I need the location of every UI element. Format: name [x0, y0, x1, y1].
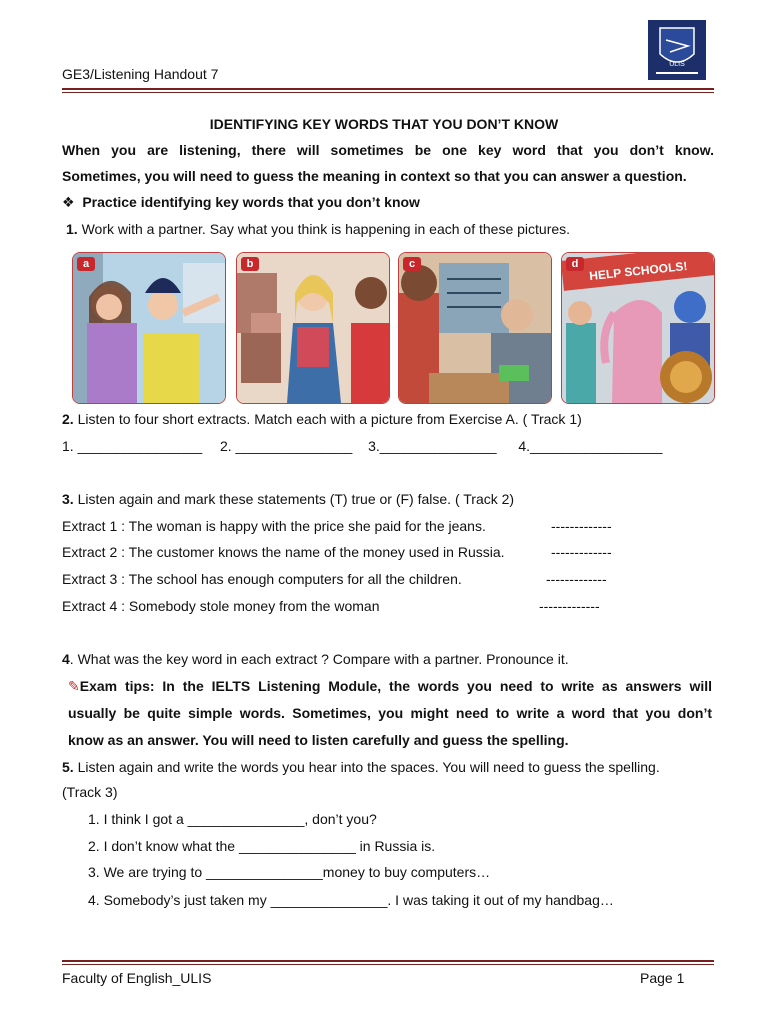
- sentence-4[interactable]: 4. Somebody’s just taken my _______________. I was taking it out of my handbag…: [88, 892, 614, 908]
- question-4-text: . What was the key word in each extract ? Compare with a partner. Pronounce it.: [69, 651, 569, 667]
- question-4: [62, 651, 722, 667]
- answer-blank-3[interactable]: 3._______________: [368, 438, 497, 454]
- intro-line-2: Sometimes, you will need to guess the meaning in context so that you can answer a question.: [62, 168, 687, 184]
- answer-blank-4[interactable]: 4._________________: [518, 438, 663, 454]
- practice-heading: [62, 194, 420, 211]
- extract-1: Extract 1 : The woman is happy with the price she paid for the jeans.: [62, 518, 486, 534]
- question-3: [62, 491, 722, 507]
- footer-rule: [62, 960, 714, 962]
- answer-blank-1[interactable]: 1. ________________: [62, 438, 203, 454]
- question-5-text: Listen again and write the words you hear into the spaces. You will need to guess the spelling.: [77, 759, 660, 775]
- header-rule: [62, 88, 714, 90]
- question-1-number: 1.: [66, 221, 78, 237]
- university-logo: [648, 20, 706, 80]
- question-3-text: Listen again and mark these statements (T) true or (F) false. ( Track 2): [77, 491, 515, 507]
- picture-d: [561, 252, 715, 404]
- picture-d-sign: HELP SCHOOLS!: [588, 258, 689, 284]
- sentence-3[interactable]: 3. We are trying to _______________money to buy computers…: [88, 864, 491, 880]
- extract-2: Extract 2 : The customer knows the name of the money used in Russia.: [62, 544, 505, 560]
- question-2-number: 2.: [62, 411, 74, 427]
- question-2-blanks: [62, 438, 722, 454]
- exam-tips-text-1: Exam tips: In the IELTS Listening Module, the words you need to write as answers will: [79, 678, 712, 694]
- picture-c-label: c: [403, 257, 421, 271]
- question-5-number: 5.: [62, 759, 74, 775]
- exam-tips-line-1: [68, 678, 712, 695]
- exam-tips-line-3: know as an answer. You will need to listen carefully and guess the spelling.: [68, 732, 569, 748]
- question-3-number: 3.: [62, 491, 74, 507]
- logo-text: ULIS: [669, 61, 685, 68]
- sentence-2[interactable]: 2. I don’t know what the _______________ in Russia is.: [88, 838, 436, 854]
- extract-4-answer[interactable]: -------------: [539, 598, 600, 614]
- extract-2-answer[interactable]: -------------: [551, 544, 612, 560]
- intro-line-1: When you are listening, there will sometimes be one key word that you don’t know.: [62, 142, 714, 158]
- question-1-text: Work with a partner. Say what you think is happening in each of these pictures.: [81, 221, 571, 237]
- picture-b-label: b: [241, 257, 259, 271]
- question-5: [62, 759, 722, 775]
- document-header-title: GE3/Listening Handout 7: [62, 66, 219, 82]
- page-title: IDENTIFYING KEY WORDS THAT YOU DON’T KNOW: [209, 116, 559, 132]
- header-rule-thin: [62, 92, 714, 93]
- picture-d-label: d: [566, 257, 584, 271]
- footer-rule-thin: [62, 964, 714, 965]
- question-4-number: 4: [62, 651, 70, 667]
- extract-3: Extract 3 : The school has enough computers for all the children.: [62, 571, 462, 587]
- picture-a-label: a: [77, 257, 95, 271]
- practice-text: Practice identifying key words that you don’t know: [82, 194, 420, 210]
- extract-4: Extract 4 : Somebody stole money from the woman: [62, 598, 380, 614]
- extract-1-answer[interactable]: -------------: [551, 518, 612, 534]
- diamond-bullet-icon: ❖: [62, 194, 75, 210]
- question-2-text: Listen to four short extracts. Match each with a picture from Exercise A. ( Track 1): [77, 411, 582, 427]
- answer-blank-2[interactable]: 2. _______________: [219, 438, 353, 454]
- picture-b: [236, 252, 390, 404]
- question-5-track: (Track 3): [62, 784, 118, 800]
- sentence-1[interactable]: 1. I think I got a _______________, don’t you?: [88, 811, 377, 827]
- question-1: [66, 221, 726, 237]
- tips-icon: ✎: [68, 678, 80, 694]
- footer-page-number: Page 1: [640, 970, 685, 986]
- question-2: [62, 411, 722, 427]
- picture-a: [72, 252, 226, 404]
- exam-tips-line-2: usually be quite simple words. Sometimes, you might need to write a word that you don’t: [68, 705, 712, 721]
- picture-c: [398, 252, 552, 404]
- extract-3-answer[interactable]: -------------: [546, 571, 607, 587]
- footer-faculty: Faculty of English_ULIS: [62, 970, 212, 986]
